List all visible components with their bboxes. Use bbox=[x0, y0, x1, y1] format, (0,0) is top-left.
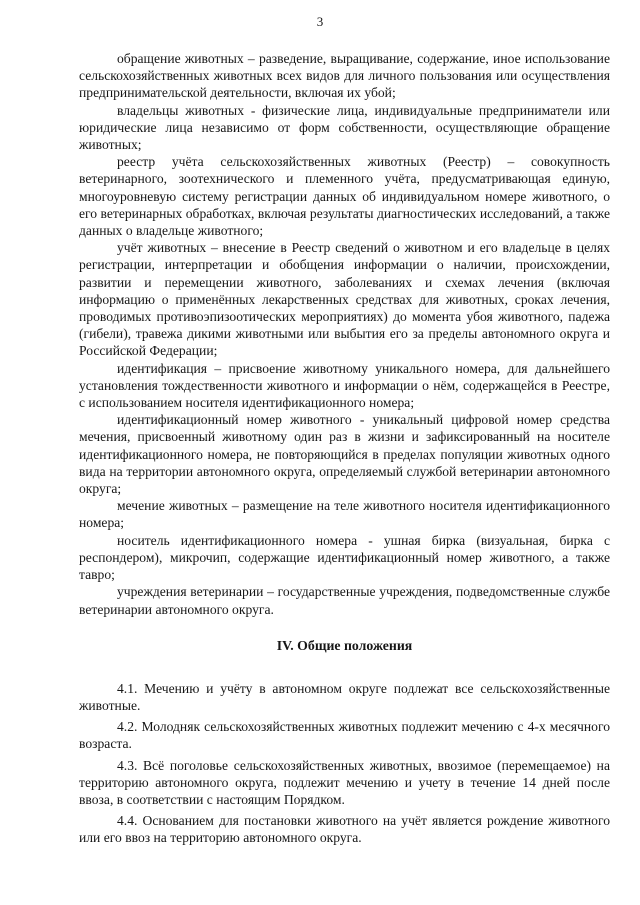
definition-paragraph: учёт животных – внесение в Реестр сведений о животном и его владельце в целях регистрации, интерпретации и обобщения информации о наличии, происхождении, развитии и перемещении животного, заболеваниях и схемах лечения (включая информацию о применённых лекарственных средствах для животных, сроках лечения, проводимых противоэпизоотических мероприятиях) до момента убоя животного, падежа (гибели), травежа дикими животными или выбытия его за пределы автономного округа и Российской Федерации; bbox=[79, 240, 610, 359]
definition-paragraph: обращение животных – разведение, выращивание, содержание, иное использование сельскохозяйственных животных всех видов для личного пользования или осуществления предпринимательской деятельности, включая их убой; bbox=[79, 51, 610, 101]
definition-paragraph: идентификационный номер животного - уникальный цифровой номер средства мечения, присвоенный животному один раз в жизни и зафиксированный на носителе идентификационного номера, не повторяющийся в пределах популяции животных одного вида на территории автономного округа, определяемый службой ветеринарии автономного округа; bbox=[79, 412, 610, 497]
clause-paragraph: 4.2. Молодняк сельскохозяйственных животных подлежит мечению с 4-х месячного возраста. bbox=[79, 719, 610, 752]
clause-paragraph: 4.3. Всё поголовье сельскохозяйственных животных, ввозимое (перемещаемое) на территорию автономного округа, подлежит мечению и учету в течение 14 дней после ввоза, в соответствии с настоящим Порядком. bbox=[79, 757, 610, 807]
clause-paragraph: 4.1. Мечению и учёту в автономном округе подлежат все сельскохозяйственные животные. bbox=[79, 680, 610, 713]
page-number: 3 bbox=[316, 14, 324, 29]
definition-paragraph: носитель идентификационного номера - ушная бирка (визуальная, бирка с респондером), микрочип, содержащие идентификационный номер животного, а также тавро; bbox=[79, 532, 610, 583]
document-body bbox=[79, 50, 610, 847]
definition-paragraph: идентификация – присвоение животному уникального номера, для дальнейшего установления тождественности животного и информации о нём, содержащейся в Реестре, с использованием носителя идентификационного номера; bbox=[79, 360, 610, 411]
section-heading: IV. Общие положения bbox=[276, 637, 413, 653]
definition-paragraph: владельцы животных - физические лица, индивидуальные предприниматели или юридические лица независимо от форм собственности, осуществляющие обращение животных; bbox=[79, 102, 610, 153]
clause-paragraph: 4.4. Основанием для постановки животного на учёт является рождение животного или его ввоз на территорию автономного округа. bbox=[79, 813, 610, 846]
definition-paragraph: реестр учёта сельскохозяйственных животных (Реестр) – совокупность ветеринарного, зоотехнического и племенного учёта, предусматривающая единую, многоуровневую систему регистрации данных об индивидуальном номере животного, о его ветеринарных обработках, включая результаты диагностических исследований, а также данных о владельце животного; bbox=[79, 154, 610, 239]
definition-paragraph: учреждения ветеринарии – государственные учреждения, подведомственные службе ветеринарии автономного округа. bbox=[79, 584, 610, 617]
definition-paragraph: мечение животных – размещение на теле животного носителя идентификационного номера; bbox=[79, 498, 610, 531]
